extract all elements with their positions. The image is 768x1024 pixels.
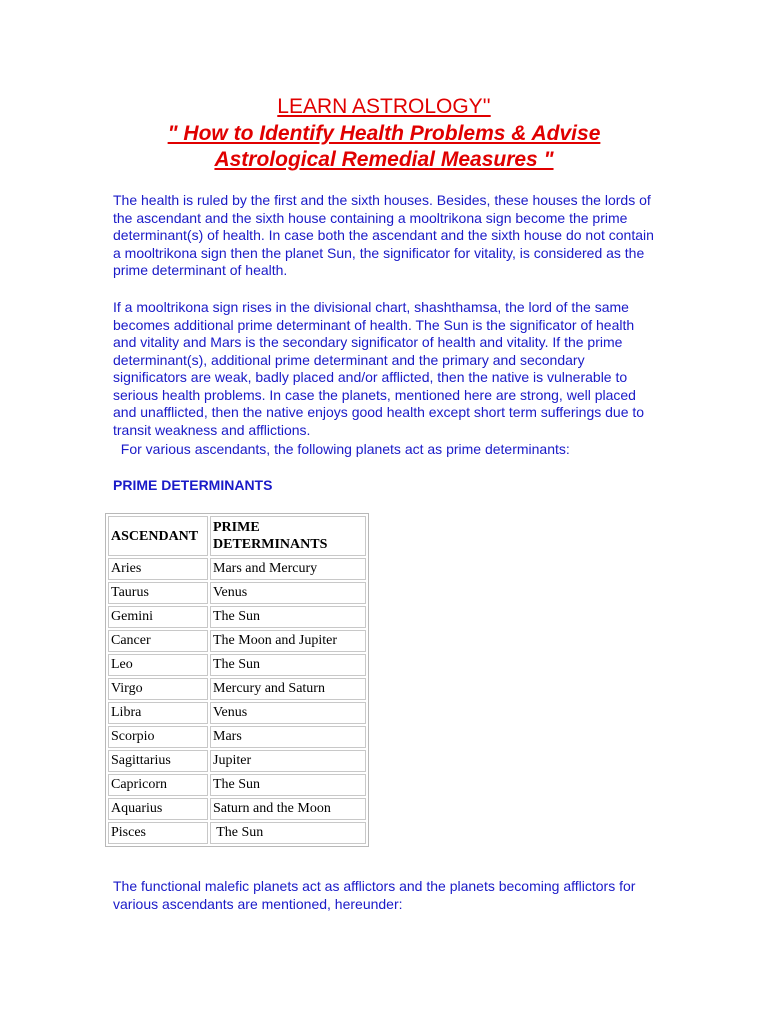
paragraph-divisional-chart: If a mooltrikona sign rises in the divisional chart, shashthamsa, the lord of the same becomes additional prime determinant of health. The Sun is the significator of health and vitality and Mars is the secondary significator of health and vitality. If the prime determinant(s), additional prime determinant and the primary and secondary significators are weak, badly placed and/or afflicted, then the native is vulnerable to serious health problems. In case the planets, mentioned here are strong, well placed and unafflicted, then the native enjoys good health except short term sufferings due to transit weakness and afflictions. [113, 299, 645, 438]
table-cell-ascendant: Aquarius [108, 798, 208, 820]
paragraph-functional-malefics: The functional malefic planets act as afflictors and the planets becoming afflictors for various ascendants are mentioned, hereunder: [113, 878, 636, 912]
table-row [108, 582, 366, 604]
table-cell-ascendant: Gemini [108, 606, 208, 628]
table-header-row [108, 516, 366, 556]
table-cell-determinant: Mercury and Saturn [210, 678, 366, 700]
table-cell-ascendant: Sagittarius [108, 750, 208, 772]
table-cell-determinant: The Sun [210, 654, 366, 676]
table-cell-determinant: Venus [210, 582, 366, 604]
table-cell-determinant: Mars [210, 726, 366, 748]
table-row [108, 678, 366, 700]
page-subtitle-line-2: Astrological Remedial Measures " [214, 148, 554, 171]
paragraph-ascendants-intro: For various ascendants, the following planets act as prime determinants: [113, 441, 570, 457]
table-row [108, 774, 366, 796]
prime-determinants-table [105, 513, 369, 847]
paragraph-health-houses: The health is ruled by the first and the sixth houses. Besides, these houses the lords of the ascendant and the sixth house containing a mooltrikona sign become the prime determinant(s) of health. In case both the ascendant and the sixth house do not contain a mooltrikona sign then the planet Sun, the significator for vitality, is considered as the prime determinant of health. [113, 192, 654, 278]
table-cell-ascendant: Cancer [108, 630, 208, 652]
section-heading-prime-determinants: PRIME DETERMINANTS [113, 477, 273, 493]
table-cell-determinant: The Sun [210, 774, 366, 796]
table-row [108, 702, 366, 724]
table-cell-determinant: The Sun [210, 822, 366, 844]
page-subtitle-line-1: " How to Identify Health Problems & Advise [167, 122, 601, 145]
table-row [108, 558, 366, 580]
table-cell-ascendant: Libra [108, 702, 208, 724]
table-cell-determinant: The Moon and Jupiter [210, 630, 366, 652]
table-cell-ascendant: Leo [108, 654, 208, 676]
table-cell-ascendant: Pisces [108, 822, 208, 844]
column-header-ascendant: ASCENDANT [108, 516, 208, 556]
table-cell-ascendant: Aries [108, 558, 208, 580]
table-cell-determinant: Jupiter [210, 750, 366, 772]
table-cell-determinant: Mars and Mercury [210, 558, 366, 580]
table-row [108, 798, 366, 820]
table-row [108, 726, 366, 748]
table-row [108, 630, 366, 652]
table-cell-ascendant: Scorpio [108, 726, 208, 748]
page-title: LEARN ASTROLOGY'' [277, 95, 491, 118]
table-cell-determinant: Saturn and the Moon [210, 798, 366, 820]
table-cell-determinant: Venus [210, 702, 366, 724]
table-row [108, 606, 366, 628]
table-cell-determinant: The Sun [210, 606, 366, 628]
table-cell-ascendant: Taurus [108, 582, 208, 604]
table-row [108, 750, 366, 772]
column-header-prime-determinants: PRIME DETERMINANTS [210, 516, 366, 556]
table-cell-ascendant: Capricorn [108, 774, 208, 796]
table-row [108, 654, 366, 676]
table-row [108, 822, 366, 844]
table-cell-ascendant: Virgo [108, 678, 208, 700]
